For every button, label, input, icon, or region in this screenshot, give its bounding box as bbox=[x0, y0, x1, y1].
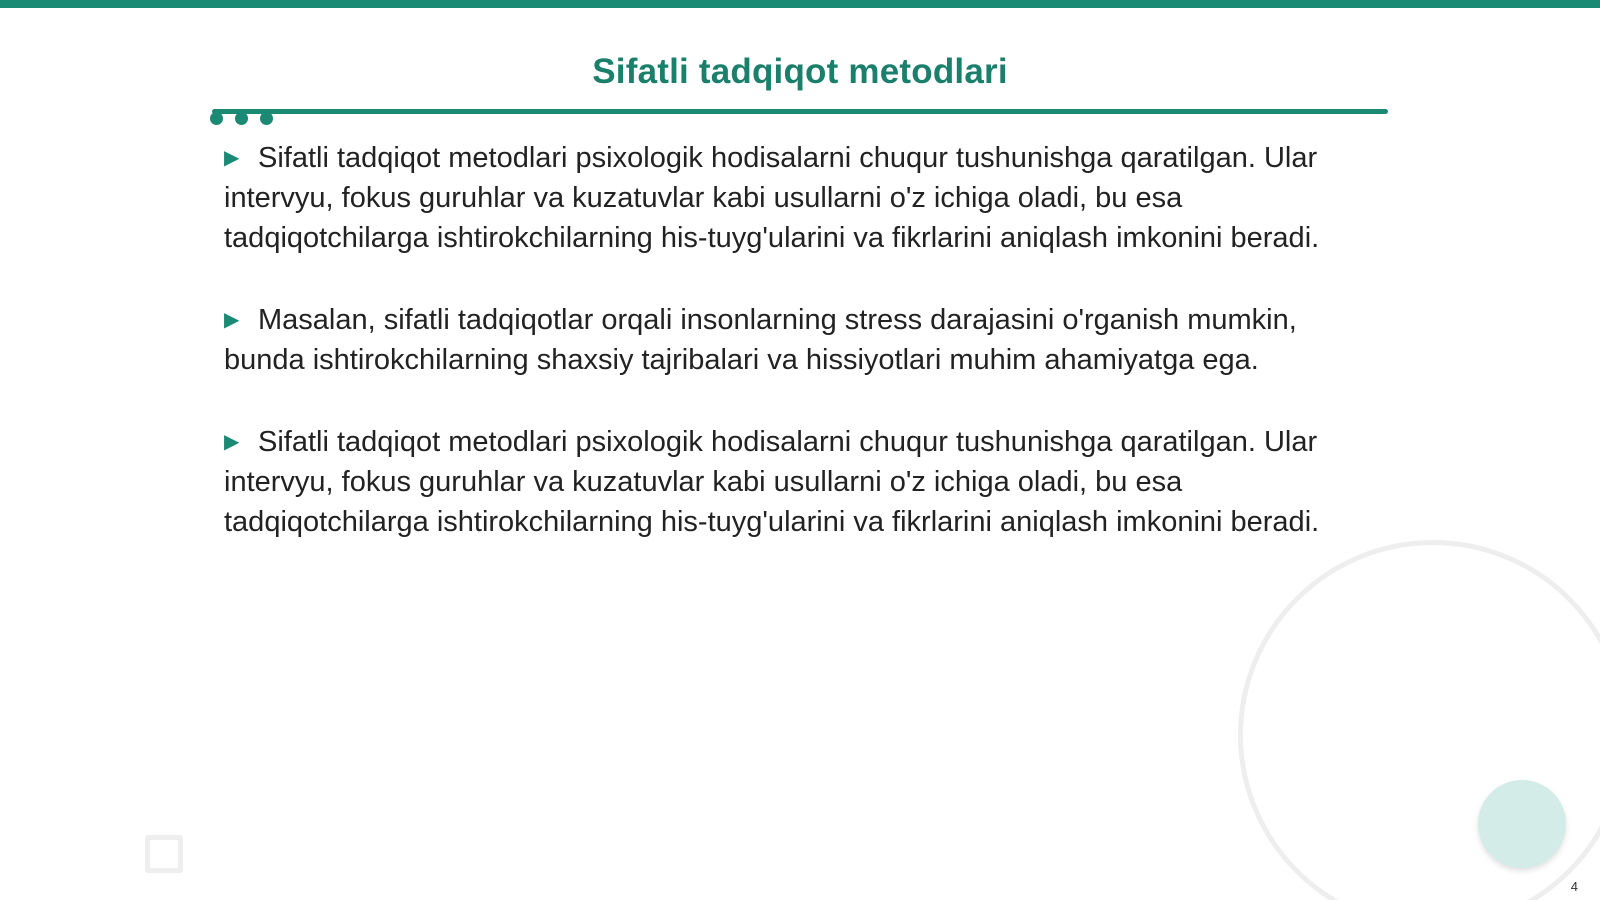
bullet-text: Sifatli tadqiqot metodlari psixologik hodisalarni chuqur tushunishga qaratilgan. Ular intervyu, fokus guruhlar va kuzatuvlar kabi usullarni o'z ichiga oladi, bu esa tadqiqotchilarga ishtirokchilarning his-tuyg'ularini va fikrlarini aniqlash imkonini beradi. bbox=[224, 426, 1320, 538]
divider-dot bbox=[260, 112, 273, 125]
decorative-square bbox=[145, 835, 183, 873]
triangle-right-icon: ▶ bbox=[224, 147, 240, 169]
decorative-circle bbox=[1478, 780, 1566, 868]
top-accent-bar bbox=[0, 0, 1600, 8]
triangle-right-icon: ▶ bbox=[224, 309, 240, 331]
page-number: 4 bbox=[1570, 879, 1578, 894]
bullet-text: Sifatli tadqiqot metodlari psixologik hodisalarni chuqur tushunishga qaratilgan. Ular intervyu, fokus guruhlar va kuzatuvlar kabi usullarni o'z ichiga oladi, bu esa tadqiqotchilarga ishtirokchilarning his-tuyg'ularini va fikrlarini aniqlash imkonini beradi. bbox=[224, 142, 1320, 254]
bullet-item bbox=[224, 422, 1374, 542]
triangle-right-icon: ▶ bbox=[224, 431, 240, 453]
divider-dot bbox=[210, 112, 223, 125]
bullet-list bbox=[224, 138, 1374, 584]
divider-dot bbox=[235, 112, 248, 125]
bullet-text: Masalan, sifatli tadqiqotlar orqali insonlarning stress darajasini o'rganish mumkin, bunda ishtirokchilarning shaxsiy tajribalari va hissiyotlari muhim ahamiyatga ega. bbox=[224, 304, 1297, 376]
bullet-item bbox=[224, 138, 1374, 258]
title-divider bbox=[212, 109, 1388, 114]
bullet-item bbox=[224, 300, 1374, 380]
slide-title: Sifatli tadqiqot metodlari bbox=[592, 52, 1008, 91]
